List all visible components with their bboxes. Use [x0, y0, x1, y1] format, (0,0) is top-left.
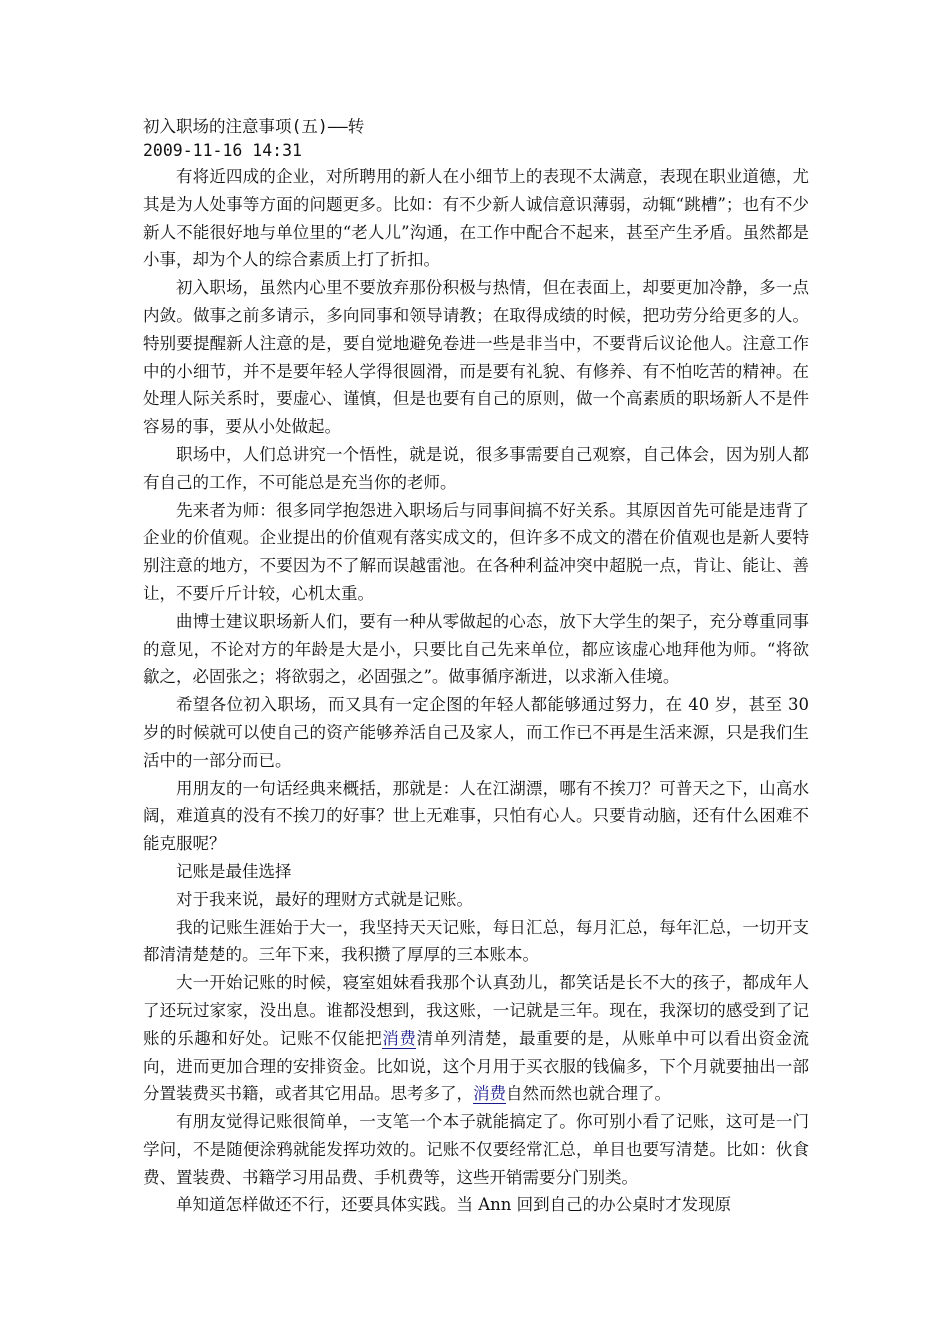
- consumption-link[interactable]: 消费: [382, 1028, 417, 1048]
- paragraph: 用朋友的一句话经典来概括，那就是：人在江湖漂，哪有不挨刀？可普天之下，山高水阔，难道真的没有不挨刀的好事？世上无难事，只怕有心人。只要肯动脑，还有什么困难不能克服呢？: [143, 778, 809, 854]
- paragraph: 先来者为师：很多同学抱怨进入职场后与同事间搞不好关系。其原因首先可能是违背了企业的价值观。企业提出的价值观有落实成文的，但许多不成文的潜在价值观也是新人要特别注意的地方，不要因为不了解而误越雷池。在各种利益冲突中超脱一点，肯让、能让、善让，不要斤斤计较，心机太重。: [143, 500, 809, 603]
- paragraph: 希望各位初入职场，而又具有一定企图的年轻人都能够通过努力，在 40 岁，甚至 30 岁的时候就可以使自己的资产能够养活自己及家人，而工作已不再是生活来源，只是我们生活中的一部分而已。: [143, 695, 809, 770]
- document-page: [143, 115, 809, 1219]
- paragraph: 单知道怎样做还不行，还要具体实践。当 Ann 回到自己的办公桌时才发现原: [176, 1195, 732, 1215]
- paragraph: 有朋友觉得记账很简单，一支笔一个本子就能搞定了。你可别小看了记账，这可是一门学问，不是随便涂鸦就能发挥功效的。记账不仅要经常汇总，单目也要写清楚。比如：伙食费、置装费、书籍学习用品费、手机费等，这些开销需要分门别类。: [143, 1112, 809, 1187]
- paragraph: 对于我来说，最好的理财方式就是记账。: [176, 889, 473, 909]
- paragraph-text: 大一开始记账的时候，寝室姐妹看我那个认真劲儿，都笑话是长不大的孩子，都成年人了还玩过家家，没出息。谁都没想到，我这账，一记就是三年。现在，我深切的感受到了记账的乐趣和好处。记账不仅能把: [143, 973, 809, 1048]
- consumption-link[interactable]: 消费: [473, 1084, 506, 1104]
- section-heading: 记账是最佳选择: [176, 861, 292, 881]
- paragraph: 有将近四成的企业，对所聘用的新人在小细节上的表现不太满意，表现在职业道德，尤其是为人处事等方面的问题更多。比如：有不少新人诚信意识薄弱，动辄“跳槽”；也有不少新人不能很好地与单位里的“老人儿”沟通，在工作中配合不起来，甚至产生矛盾。虽然都是小事，却为个人的综合素质上打了折扣。: [143, 167, 809, 270]
- paragraph: 我的记账生涯始于大一，我坚持天天记账，每日汇总，每月汇总，每年汇总，一切开支都清清楚楚的。三年下来，我积攒了厚厚的三本账本。: [143, 917, 809, 965]
- article-title: 初入职场的注意事项(五)——转: [143, 117, 365, 136]
- paragraph: 初入职场，虽然内心里不要放弃那份积极与热情，但在表面上，却要更加冷静，多一点内敛。做事之前多请示，多向同事和领导请教；在取得成绩的时候，把功劳分给更多的人。特别要提醒新人注意的是，要自觉地避免卷进一些是非当中，不要背后议论他人。注意工作中的小细节，并不是要年轻人学得很圆滑，而是要有礼貌、有修养、有不怕吃苦的精神。在处理人际关系时，要虚心、谨慎，但是也要有自己的原则，做一个高素质的职场新人不是件容易的事，要从小处做起。: [143, 278, 809, 437]
- paragraph-text: 清单列清楚，最重要的是，从账单中可以看出资金流向，进而更加合理的安排资金。比如说，这个月用于买衣服的钱偏多，下个月就要抽出一部分置装费买书籍，或者其它用品。思考多了，: [143, 1028, 810, 1104]
- article-date: 2009-11-16 14:31: [143, 141, 302, 160]
- paragraph: 职场中，人们总讲究一个悟性，就是说，很多事需要自己观察，自己体会，因为别人都有自己的工作，不可能总是充当你的老师。: [143, 444, 809, 492]
- paragraph-text: 自然而然也就合理了。: [506, 1084, 671, 1104]
- paragraph-with-links: [143, 969, 809, 1108]
- paragraph: 曲博士建议职场新人们，要有一种从零做起的心态，放下大学生的架子，充分尊重同事的意见，不论对方的年龄是大是小，只要比自己先来单位，都应该虚心地拜他为师。“将欲歙之，必固张之；将欲弱之，必固强之”。做事循序渐进，以求渐入佳境。: [143, 611, 809, 687]
